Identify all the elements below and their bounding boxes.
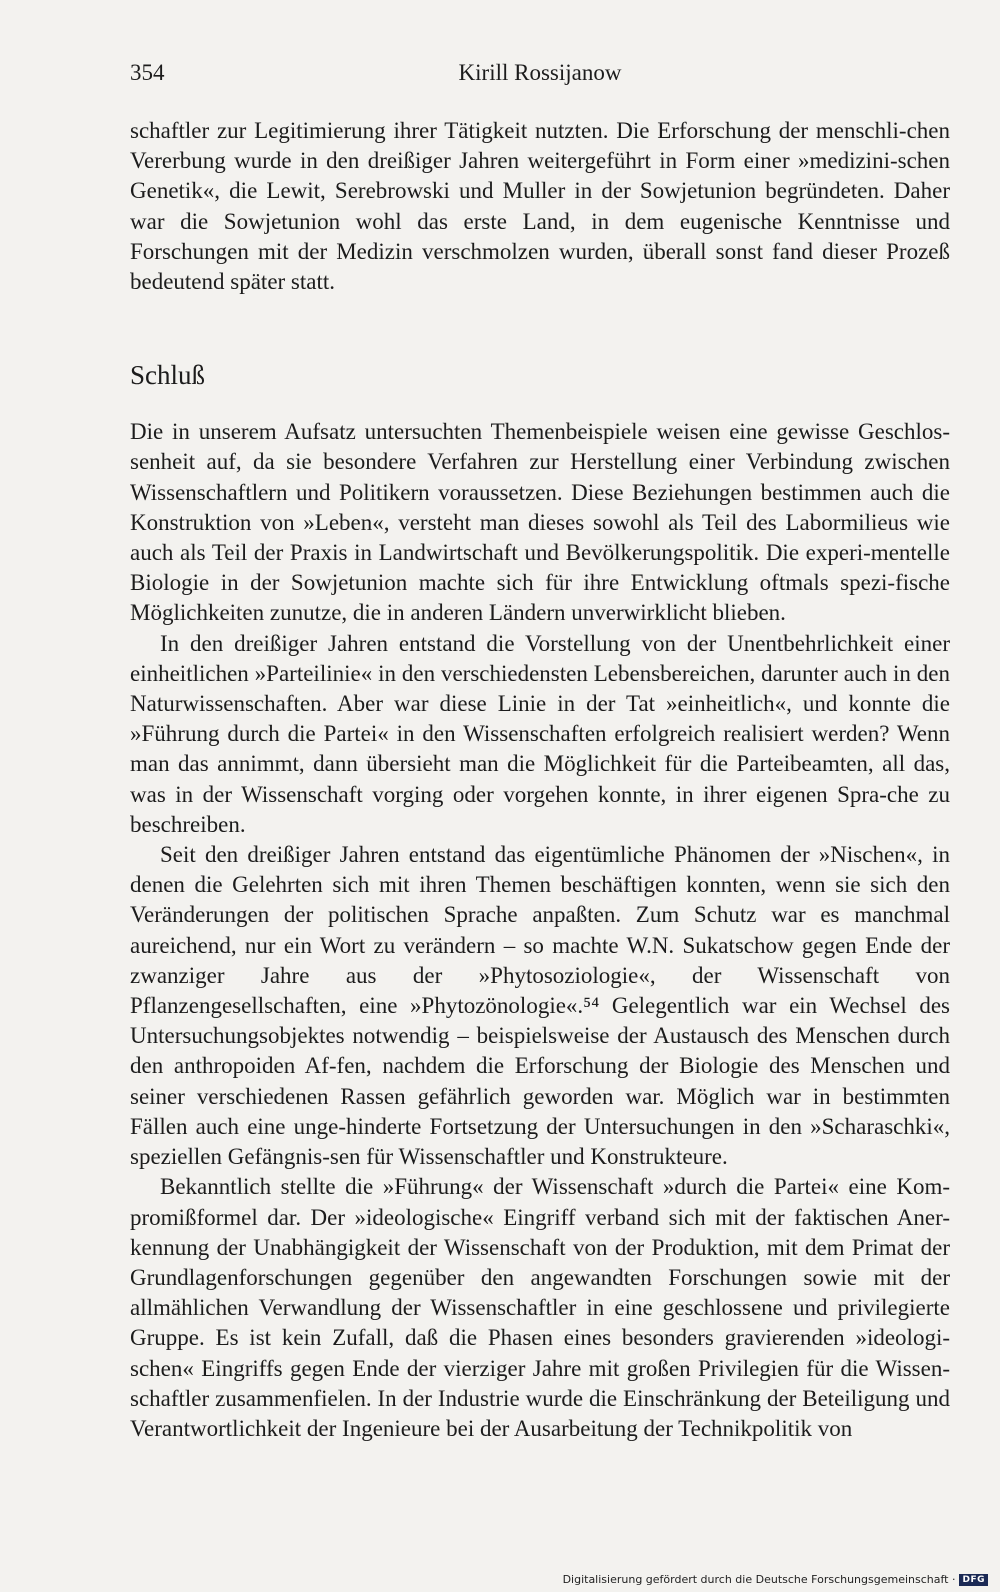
paragraph-4: Bekanntlich stellte die »Führung« der Wissenschaft »durch die Partei« eine Kom-promißformel dar. Der »ideologische« Eingriff verband sich mit der faktischen Aner-kennung der Unabhängigkeit der Wissenschaft von der Produktion, mit dem Primat der Grundlagenforschungen gegenüber den angewandten Forschungen sowie mit der allmählichen Verwandlung der Wissenschaftler in eine geschlossene und privilegierte Gruppe. Es ist kein Zufall, daß die Phasen eines besonders gravierenden »ideologi-schen« Eingriffs gegen Ende der vierziger Jahre mit großen Privilegien für die Wissen-schaftler zusammenfielen. In der Industrie wurde die Einschränkung der Beteiligung und Verantwortlichkeit der Ingenieure bei der Ausarbeitung der Technikpolitik von — [130, 1174, 950, 1441]
paragraph-1: Die in unserem Aufsatz untersuchten Themenbeispiele weisen eine gewisse Geschlos-senheit auf, da sie besondere Verfahren zur Herstellung einer Verbindung zwischen Wissenschaftlern und Politikern voraussetzen. Diese Beziehungen bestimmen auch die Konstruktion von »Leben«, versteht man dieses sowohl als Teil des Labormilieus wie auch als Teil der Praxis in Landwirtschaft und Bevölkerungspolitik. Die experi-mentelle Biologie in der Sowjetunion machte sich für ihre Entwicklung oftmals spezi-fische Möglichkeiten zunutze, die in anderen Ländern unverwirklicht blieben. — [130, 419, 950, 626]
section-heading: Schluß — [130, 360, 206, 391]
footer-text: Digitalisierung gefördert durch die Deutsche Forschungsgemeinschaft · — [562, 1573, 956, 1586]
page-number: 354 — [130, 60, 165, 85]
paragraph-2: In den dreißiger Jahren entstand die Vorstellung von der Unentbehrlichkeit einer einheitlichen »Parteilinie« in den verschiedensten Lebensbereichen, darunter auch in den Naturwissenschaften. Aber war diese Linie in der Tat »einheitlich«, und konnte die »Führung durch die Partei« in den Wissenschaften erfolgreich realisiert werden? Wenn man das annimmt, dann übersieht man die Möglichkeit für die Parteibeamten, all das, was in der Wissenschaft vorging oder vorgehen konnte, in ihrer eigenen Spra-che zu beschreiben. — [130, 630, 950, 837]
body-text — [130, 116, 950, 1444]
running-head-author: Kirill Rossijanow — [458, 60, 622, 85]
dfg-logo-icon: DFG — [959, 1574, 988, 1586]
paragraph-3: Seit den dreißiger Jahren entstand das eigentümliche Phänomen der »Nischen«, in denen die Gelehrten sich mit ihren Themen beschäftigen konnten, wenn sie sich den Veränderungen der politischen Sprache anpaßten. Zum Schutz war es manchmal aureichend, nur ein Wort zu verändern – so machte W.N. Sukatschow gegen Ende der zwanziger Jahre aus der »Phytosoziologie«, der Wissenschaft von Pflanzengesellschaften, eine »Phytozönologie«.⁵⁴ Gelegentlich war ein Wechsel des Untersuchungsobjektes notwendig – beispielsweise der Austausch des Menschen durch den anthropoiden Af-fen, nachdem die Erforschung der Biologie des Menschen und seiner verschiedenen Rassen gefährlich geworden war. Möglich war in bestimmten Fällen auch eine unge-hinderte Fortsetzung der Untersuchungen in den »Scharaschki«, speziellen Gefängnis-sen für Wissenschaftler und Konstrukteure. — [130, 842, 950, 1170]
running-head — [130, 60, 950, 94]
paragraph-continued: schaftler zur Legitimierung ihrer Tätigkeit nutzten. Die Erforschung der menschli-chen Vererbung wurde in den dreißiger Jahren weitergeführt in Form einer »medizini-schen Genetik«, die Lewit, Serebrowski und Muller in der Sowjetunion begründeten. Daher war die Sowjetunion wohl das erste Land, in dem eugenische Kenntnisse und Forschungen mit der Medizin verschmolzen wurden, überall sonst fand dieser Prozeß bedeutend später statt. — [130, 118, 950, 295]
digitization-footer — [563, 1573, 988, 1586]
